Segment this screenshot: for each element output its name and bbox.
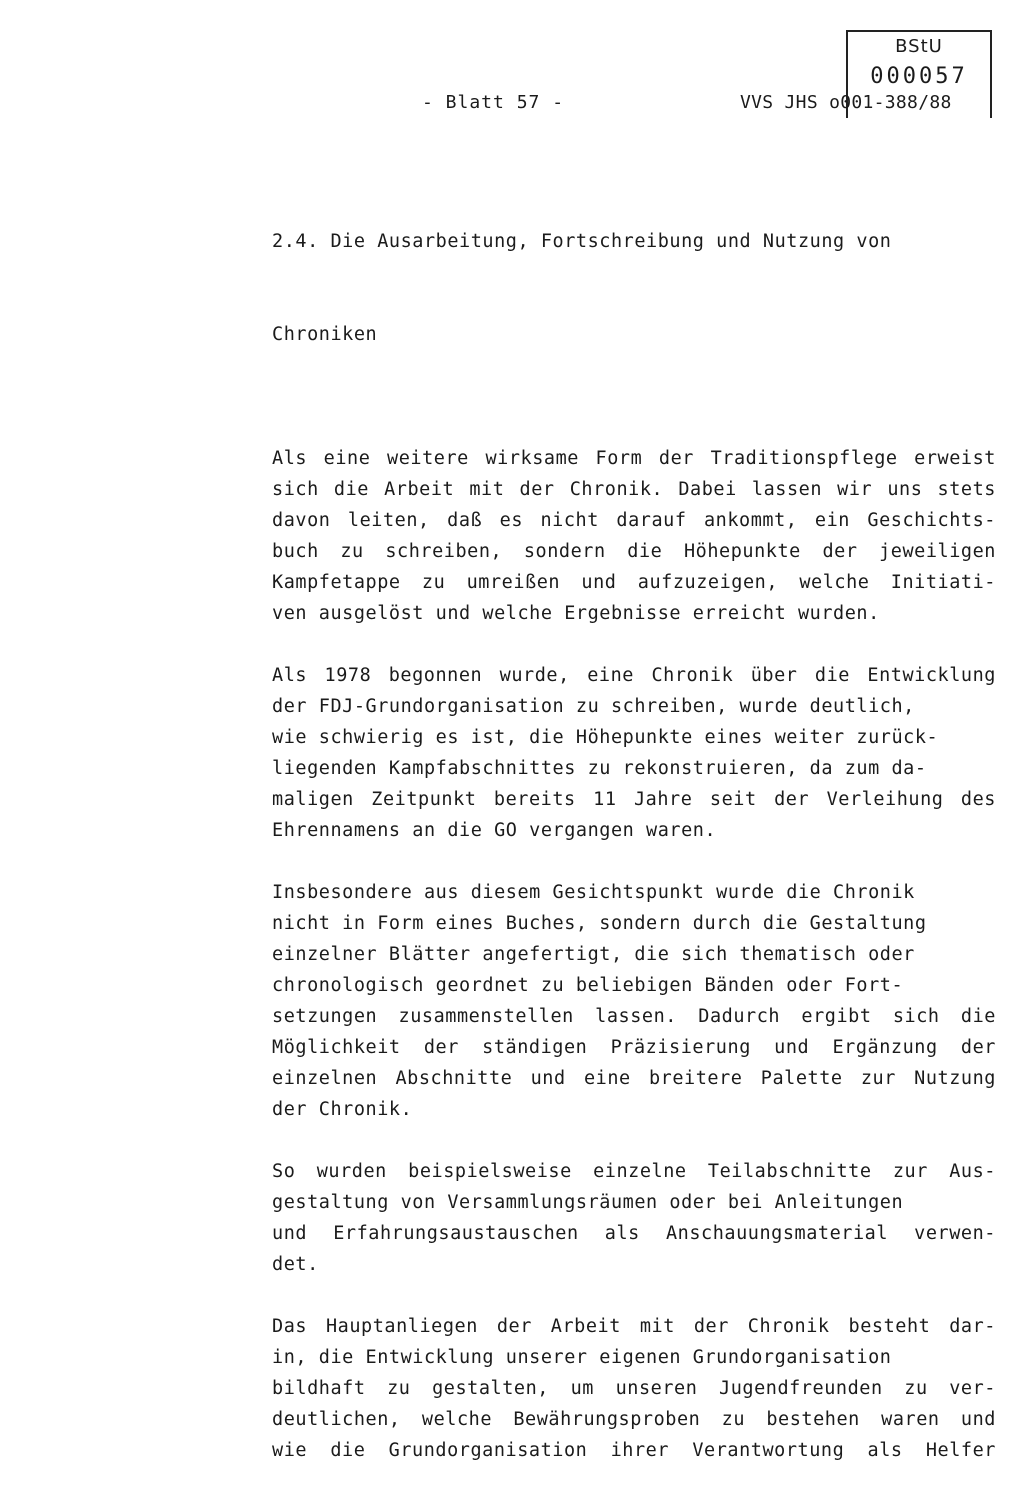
document-body [272, 164, 996, 1497]
paragraph-line: Als eine weitere wirksame Form der Traditionspflege erweist [272, 448, 996, 469]
paragraph-line: Das Hauptanliegen der Arbeit mit der Chronik besteht dar- [272, 1316, 996, 1337]
paragraph-line: sich die Arbeit mit der Chronik. Dabei lassen wir uns stets [272, 479, 996, 500]
paragraph-line: gestaltung von Versammlungsräumen oder bei Anleitungen [272, 1192, 904, 1213]
paragraph [272, 1311, 996, 1466]
paragraph-line: und Erfahrungsaustauschen als Anschauungsmaterial verwen- [272, 1223, 996, 1244]
paragraph-line: Kampfetappe zu umreißen und aufzuzeigen, welche Initiati- [272, 572, 996, 593]
paragraph [272, 877, 996, 1125]
paragraph-line: in, die Entwicklung unserer eigenen Grundorganisation [272, 1347, 892, 1368]
heading-line: Chroniken [272, 324, 378, 345]
paragraph-line: Als 1978 begonnen wurde, eine Chronik über die Entwicklung [272, 665, 996, 686]
paragraph-line: Ehrennamens an die GO vergangen waren. [272, 820, 717, 841]
stamp-number: 000057 [870, 64, 968, 89]
paragraph-line: der FDJ-Grundorganisation zu schreiben, wurde deutlich, [272, 696, 915, 717]
paragraph-line: wie die Grundorganisation ihrer Verantwortung als Helfer [272, 1440, 996, 1461]
paragraph-line: det. [272, 1254, 319, 1275]
heading-line: 2.4. Die Ausarbeitung, Fortschreibung und Nutzung von [272, 231, 892, 252]
paragraph-line: liegenden Kampfabschnittes zu rekonstruieren, da zum da- [272, 758, 927, 779]
paragraph-line: wie schwierig es ist, die Höhepunkte eines weiter zurück- [272, 727, 939, 748]
paragraph-line: einzelnen Abschnitte und eine breitere Palette zur Nutzung [272, 1068, 996, 1089]
paragraph-line: davon leiten, daß es nicht darauf ankommt, ein Geschichts- [272, 510, 996, 531]
paragraph-line: einzelner Blätter angefertigt, die sich thematisch oder [272, 944, 915, 965]
stamp-label: BStU [895, 36, 943, 57]
document-reference: VVS JHS o001-388/88 [740, 92, 952, 113]
paragraph [272, 1156, 996, 1280]
paragraph [272, 660, 996, 846]
paragraph-line: nicht in Form eines Buches, sondern durch die Gestaltung [272, 913, 927, 934]
paragraph-line: setzungen zusammenstellen lassen. Dadurch ergibt sich die [272, 1006, 996, 1027]
paragraph-line: chronologisch geordnet zu beliebigen Bänden oder Fort- [272, 975, 904, 996]
paragraph-line: Möglichkeit der ständigen Präzisierung und Ergänzung der [272, 1037, 996, 1058]
page-number: - Blatt 57 - [422, 92, 565, 113]
paragraph-line: So wurden beispielsweise einzelne Teilabschnitte zur Aus- [272, 1161, 996, 1182]
paragraph-line: deutlichen, welche Bewährungsproben zu bestehen waren und [272, 1409, 996, 1430]
paragraph-line: bildhaft zu gestalten, um unseren Jugendfreunden zu ver- [272, 1378, 996, 1399]
paragraph [272, 443, 996, 629]
paragraph-line: der Chronik. [272, 1099, 413, 1120]
paragraph-line: buch zu schreiben, sondern die Höhepunkte der jeweiligen [272, 541, 996, 562]
paragraph-line: ven ausgelöst und welche Ergebnisse erreicht wurden. [272, 603, 880, 624]
section-heading [272, 164, 996, 412]
paragraph-line: maligen Zeitpunkt bereits 11 Jahre seit der Verleihung des [272, 789, 996, 810]
paragraph-line: Insbesondere aus diesem Gesichtspunkt wurde die Chronik [272, 882, 915, 903]
